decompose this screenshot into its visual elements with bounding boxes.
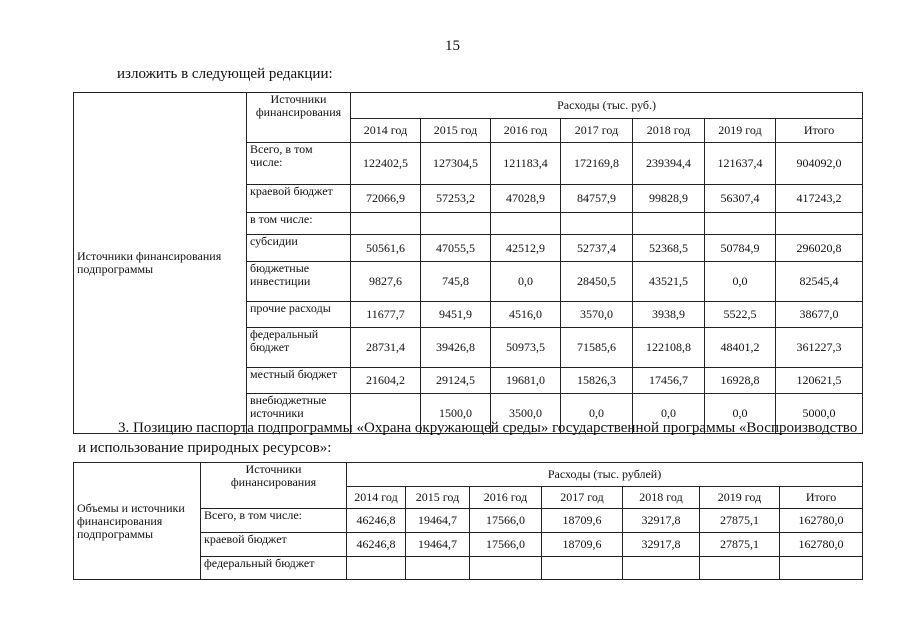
- value-cell: 18709,6: [542, 509, 623, 533]
- value-cell: 9451,9: [421, 302, 491, 328]
- value-cell: 21604,2: [351, 368, 421, 394]
- value-cell: 417243,2: [776, 185, 863, 213]
- expenses-header: Расходы (тыс. руб.): [351, 93, 863, 119]
- year-header: 2014 год: [347, 487, 406, 509]
- value-cell: [351, 213, 421, 235]
- year-header: 2015 год: [406, 487, 470, 509]
- paragraph-line-1: 3. Позицию паспорта подпрограммы «Охрана окружающей среды» государственной программы «Воспроизводство: [118, 420, 858, 436]
- value-cell: 71585,6: [561, 328, 633, 368]
- value-cell: 745,8: [421, 262, 491, 302]
- row-label: Всего, в том числе:: [201, 509, 347, 533]
- value-cell: 3500,0: [491, 394, 561, 434]
- value-cell: 172169,8: [561, 143, 633, 185]
- value-cell: 50784,9: [705, 235, 776, 262]
- value-cell: 127304,5: [421, 143, 491, 185]
- financing-table-2: [73, 462, 863, 580]
- year-header: 2014 год: [351, 119, 421, 143]
- source-header: Источники финансирования: [247, 93, 351, 143]
- value-cell: 122402,5: [351, 143, 421, 185]
- value-cell: 47028,9: [491, 185, 561, 213]
- row-label: прочие расходы: [247, 302, 351, 328]
- row-label: в том числе:: [247, 213, 351, 235]
- section-paragraph: [78, 418, 868, 458]
- section-label-cell: [74, 463, 201, 580]
- value-cell: 3570,0: [561, 302, 633, 328]
- value-cell: [406, 557, 470, 580]
- value-cell: [542, 557, 623, 580]
- value-cell: 32917,8: [623, 509, 700, 533]
- row-label: бюджетные инвестиции: [247, 262, 351, 302]
- value-cell: 5522,5: [705, 302, 776, 328]
- value-cell: [700, 557, 780, 580]
- value-cell: 84757,9: [561, 185, 633, 213]
- value-cell: [470, 557, 542, 580]
- header-row: [74, 463, 863, 487]
- value-cell: 9827,6: [351, 262, 421, 302]
- row-label: местный бюджет: [247, 368, 351, 394]
- value-cell: 50973,5: [491, 328, 561, 368]
- value-cell: 17566,0: [470, 509, 542, 533]
- value-cell: 904092,0: [776, 143, 863, 185]
- paragraph-line-2: и использование природных ресурсов»:: [78, 440, 332, 456]
- value-cell: 0,0: [561, 394, 633, 434]
- section-label: Объемы и источники финансирования подпрограммы: [77, 500, 185, 541]
- year-header: 2015 год: [421, 119, 491, 143]
- year-header: 2016 год: [491, 119, 561, 143]
- row-label: федеральный бюджет: [247, 328, 351, 368]
- year-header: Итого: [776, 119, 863, 143]
- value-cell: 19464,7: [406, 533, 470, 557]
- value-cell: 27875,1: [700, 533, 780, 557]
- intro-text: изложить в следующей редакции:: [117, 66, 333, 82]
- year-header: 2017 год: [561, 119, 633, 143]
- value-cell: 38677,0: [776, 302, 863, 328]
- value-cell: 11677,7: [351, 302, 421, 328]
- section-label-cell: [74, 93, 247, 434]
- row-label: краевой бюджет: [247, 185, 351, 213]
- source-header: Источники финансирования: [201, 463, 347, 509]
- value-cell: 43521,5: [633, 262, 705, 302]
- value-cell: 46246,8: [347, 533, 406, 557]
- value-cell: [491, 213, 561, 235]
- value-cell: 4516,0: [491, 302, 561, 328]
- value-cell: 82545,4: [776, 262, 863, 302]
- row-label: внебюджетные источники: [247, 394, 351, 434]
- value-cell: 52737,4: [561, 235, 633, 262]
- value-cell: [776, 213, 863, 235]
- row-label: субсидии: [247, 235, 351, 262]
- value-cell: [347, 557, 406, 580]
- value-cell: 47055,5: [421, 235, 491, 262]
- value-cell: 72066,9: [351, 185, 421, 213]
- value-cell: 28731,4: [351, 328, 421, 368]
- header-row: [74, 93, 863, 119]
- value-cell: 17566,0: [470, 533, 542, 557]
- value-cell: [561, 213, 633, 235]
- value-cell: 0,0: [491, 262, 561, 302]
- value-cell: 28450,5: [561, 262, 633, 302]
- year-header: 2019 год: [705, 119, 776, 143]
- value-cell: 18709,6: [542, 533, 623, 557]
- value-cell: [780, 557, 863, 580]
- value-cell: [705, 213, 776, 235]
- value-cell: 42512,9: [491, 235, 561, 262]
- value-cell: 48401,2: [705, 328, 776, 368]
- value-cell: 296020,8: [776, 235, 863, 262]
- value-cell: 56307,4: [705, 185, 776, 213]
- value-cell: 3938,9: [633, 302, 705, 328]
- year-header: 2016 год: [470, 487, 542, 509]
- value-cell: 57253,2: [421, 185, 491, 213]
- value-cell: 0,0: [705, 262, 776, 302]
- year-header: 2019 год: [700, 487, 780, 509]
- value-cell: 29124,5: [421, 368, 491, 394]
- value-cell: 19464,7: [406, 509, 470, 533]
- value-cell: 99828,9: [633, 185, 705, 213]
- value-cell: 46246,8: [347, 509, 406, 533]
- value-cell: 122108,8: [633, 328, 705, 368]
- year-header: Итого: [780, 487, 863, 509]
- section-label: Источники финансирования подпрограммы: [77, 249, 222, 276]
- value-cell: [421, 213, 491, 235]
- expenses-header: Расходы (тыс. рублей): [347, 463, 863, 487]
- value-cell: [623, 557, 700, 580]
- value-cell: 32917,8: [623, 533, 700, 557]
- value-cell: 162780,0: [780, 509, 863, 533]
- value-cell: 5000,0: [776, 394, 863, 434]
- value-cell: 0,0: [705, 394, 776, 434]
- value-cell: 16928,8: [705, 368, 776, 394]
- value-cell: 19681,0: [491, 368, 561, 394]
- page-number: 15: [445, 38, 460, 54]
- year-header: 2017 год: [542, 487, 623, 509]
- value-cell: [633, 213, 705, 235]
- value-cell: 361227,3: [776, 328, 863, 368]
- value-cell: 0,0: [633, 394, 705, 434]
- financing-table-1: [73, 92, 863, 434]
- row-label: краевой бюджет: [201, 533, 347, 557]
- year-header: 2018 год: [633, 119, 705, 143]
- value-cell: 239394,4: [633, 143, 705, 185]
- row-label: федеральный бюджет: [201, 557, 347, 580]
- value-cell: 162780,0: [780, 533, 863, 557]
- value-cell: 50561,6: [351, 235, 421, 262]
- value-cell: 121183,4: [491, 143, 561, 185]
- value-cell: 27875,1: [700, 509, 780, 533]
- value-cell: 15826,3: [561, 368, 633, 394]
- value-cell: 120621,5: [776, 368, 863, 394]
- row-label: Всего, в том числе:: [247, 143, 351, 185]
- value-cell: 39426,8: [421, 328, 491, 368]
- value-cell: 52368,5: [633, 235, 705, 262]
- value-cell: 121637,4: [705, 143, 776, 185]
- year-header: 2018 год: [623, 487, 700, 509]
- value-cell: 1500,0: [421, 394, 491, 434]
- value-cell: 17456,7: [633, 368, 705, 394]
